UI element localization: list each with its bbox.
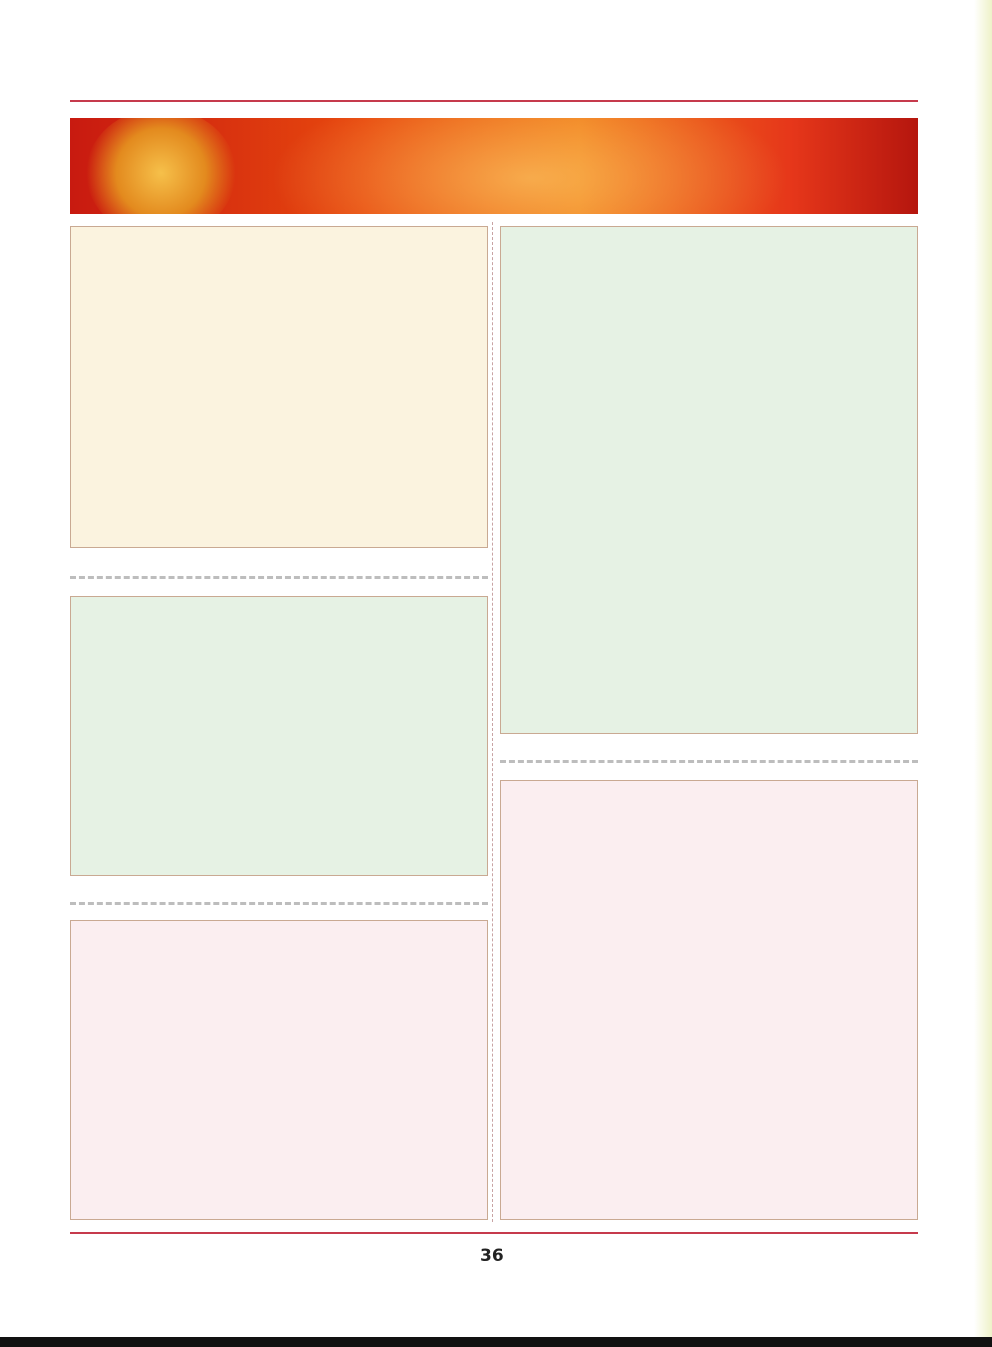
article-box [70,226,488,548]
column-divider [492,222,493,1222]
section-banner [70,118,918,214]
article-box [500,780,918,1220]
bottom-edge [0,1337,992,1347]
section-separator [70,902,488,905]
banner-glow [270,118,790,214]
lantern-emblem-icon [86,118,236,214]
article-box [70,596,488,876]
page-number: 36 [480,1246,504,1266]
section-separator [70,576,488,579]
section-separator [500,760,918,763]
page-edge-shading [974,0,992,1347]
article-box [500,226,918,734]
top-rule [70,100,918,102]
article-box [70,920,488,1220]
bottom-rule [70,1232,918,1234]
